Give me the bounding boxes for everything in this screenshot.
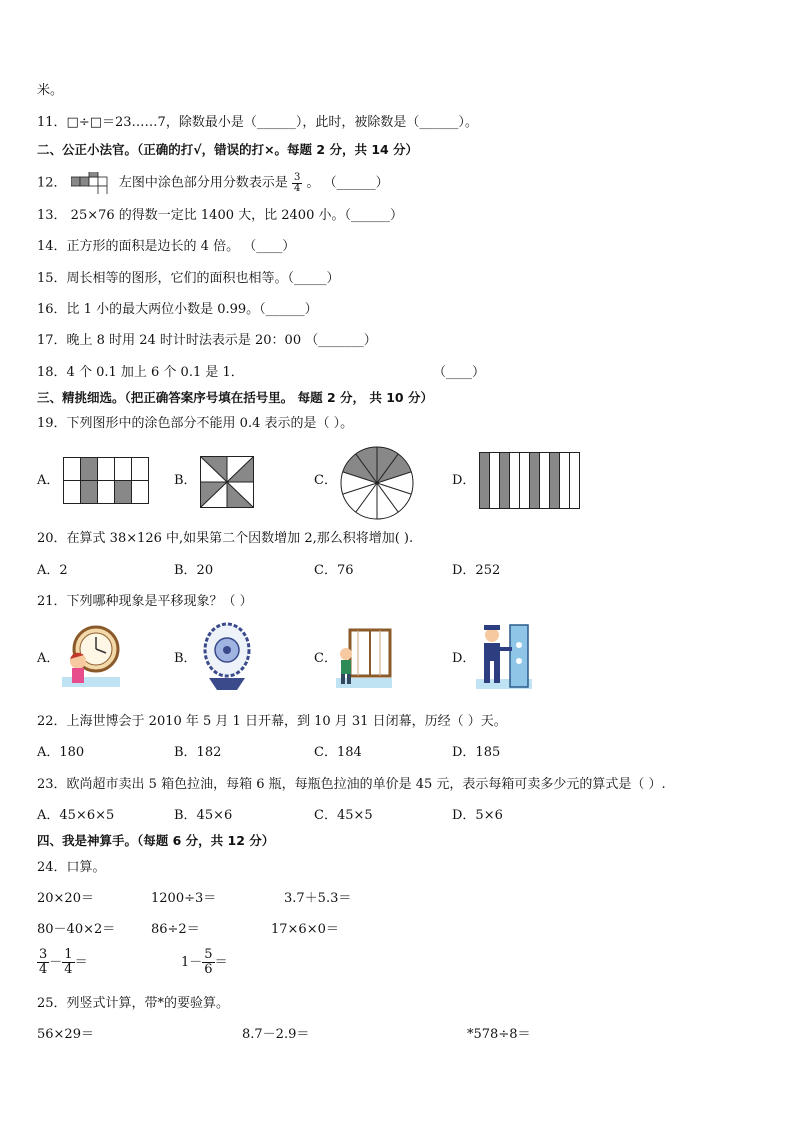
question-17: 17．晚上 8 时用 24 时计时法表示是 20：00 （_______） xyxy=(37,333,377,348)
question-18: 18．4 个 0.1 加上 6 个 0.1 是 1． xyxy=(37,365,244,380)
q19-option-d: D． xyxy=(452,473,476,488)
fraction xyxy=(202,948,214,977)
q21-option-b: B． xyxy=(174,651,197,666)
question-12-text: 左图中涂色部分用分数表示是 xyxy=(118,175,288,191)
q20-option-a: A．2 xyxy=(37,563,68,578)
section-4-heading: 四、我是神算手。（每题 6 分，共 12 分） xyxy=(37,833,275,848)
q21-option-a: A． xyxy=(37,651,60,666)
q23-option-a: A．45×6×5 xyxy=(37,808,115,823)
q19-option-c: C． xyxy=(314,473,337,488)
q22-option-a: A．180 xyxy=(37,745,85,760)
q23-option-d: D．5×6 xyxy=(452,808,503,823)
q19-option-a: A． xyxy=(37,473,60,488)
worker-door-picture xyxy=(476,623,532,689)
section-2-heading: 二、公正小法官。（正确的打√，错误的打×。每题 2 分，共 14 分） xyxy=(37,142,419,157)
fraction xyxy=(37,948,49,977)
question-15: 15．周长相等的图形，它们的面积也相等。（_____） xyxy=(37,271,340,286)
q19-option-b: B． xyxy=(174,473,197,488)
question-13: 13． 25×76 的得数一定比 1400 大，比 2400 小。（______） xyxy=(37,208,403,223)
q21-option-d: D． xyxy=(452,651,476,666)
numerator: 3 xyxy=(293,171,301,183)
numerator: 3 xyxy=(39,947,48,962)
question-25: 25．列竖式计算，带*的要验算。 xyxy=(37,996,230,1011)
circle-sectors-figure xyxy=(340,446,414,520)
grid-figure-a xyxy=(63,457,149,504)
oral-calc: 86÷2＝ xyxy=(151,922,200,937)
vertical-calc: 8.7－2.9＝ xyxy=(242,1027,310,1042)
fraction-calc-2 xyxy=(181,948,228,977)
continuation-text: 米。 xyxy=(37,83,64,98)
question-18-blank: （____） xyxy=(433,365,486,380)
question-14: 14．正方形的面积是边长的 4 倍。 （____） xyxy=(37,239,296,254)
oral-calc: 17×6×0＝ xyxy=(271,922,339,937)
oral-calc: 1200÷3＝ xyxy=(151,891,217,906)
question-24: 24．口算。 xyxy=(37,860,106,875)
sliding-window-picture xyxy=(336,628,392,688)
vertical-calc: *578÷8＝ xyxy=(467,1027,531,1042)
q20-option-d: D．252 xyxy=(452,563,501,578)
clock-boy-picture xyxy=(62,625,120,687)
question-23: 23．欧尚超市卖出 5 箱色拉油，每箱 6 瓶，每瓶色拉油的单价是 45 元，表示每箱可卖多少元的算式是（ ）. xyxy=(37,777,666,792)
oral-calc: 20×20＝ xyxy=(37,891,94,906)
one-minus: 1－ xyxy=(181,955,203,970)
fraction-calc-1 xyxy=(37,948,88,977)
section-3-heading: 三、精挑细选。（把正确答案序号填在括号里。 每题 2 分， 共 10 分） xyxy=(37,390,433,405)
vertical-strips-figure xyxy=(479,452,580,509)
question-21: 21．下列哪种现象是平移现象？（ ） xyxy=(37,594,253,609)
question-16: 16．比 1 小的最大两位小数是 0.99。（______） xyxy=(37,302,318,317)
spinning-fan-picture xyxy=(199,620,253,692)
q20-option-b: B．20 xyxy=(174,563,214,578)
oral-calc: 80－40×2＝ xyxy=(37,922,116,937)
numerator: 5 xyxy=(204,947,213,962)
oral-calc: 3.7＋5.3＝ xyxy=(284,891,352,906)
q23-option-c: C．45×5 xyxy=(314,808,373,823)
question-12-blank: 。 （______） xyxy=(306,175,389,191)
question-12 xyxy=(37,172,389,194)
question-20: 20．在算式 38×126 中,如果第二个因数增加 2,那么积将增加( ). xyxy=(37,531,414,546)
vertical-calc: 56×29＝ xyxy=(37,1027,94,1042)
q22-option-b: B．182 xyxy=(174,745,222,760)
denominator: 4 xyxy=(64,962,73,977)
equals-sign: ＝ xyxy=(74,955,88,970)
question-12-number: 12． xyxy=(37,175,67,191)
denominator: 4 xyxy=(293,182,301,194)
numerator: 1 xyxy=(64,947,73,962)
fraction-3-4 xyxy=(292,173,302,194)
question-22: 22．上海世博会于 2010 年 5 月 1 日开幕，到 10 月 31 日闭幕，历经（ ）天。 xyxy=(37,714,507,729)
question-11: 11．□÷□＝23……7，除数最小是（______），此时，被除数是（______）。 xyxy=(37,115,478,130)
denominator: 6 xyxy=(204,962,213,977)
minus-sign: － xyxy=(49,955,63,970)
q22-option-d: D．185 xyxy=(452,745,501,760)
q20-option-c: C．76 xyxy=(314,563,354,578)
denominator: 4 xyxy=(39,962,48,977)
q22-option-c: C．184 xyxy=(314,745,362,760)
cube-net-figure xyxy=(71,172,115,194)
q23-option-b: B．45×6 xyxy=(174,808,233,823)
question-19: 19．下列图形中的涂色部分不能用 0.4 表示的是（ ）。 xyxy=(37,416,354,431)
square-triangles-figure xyxy=(200,456,254,508)
equals-sign: ＝ xyxy=(214,955,228,970)
fraction xyxy=(62,948,74,977)
q21-option-c: C． xyxy=(314,651,337,666)
